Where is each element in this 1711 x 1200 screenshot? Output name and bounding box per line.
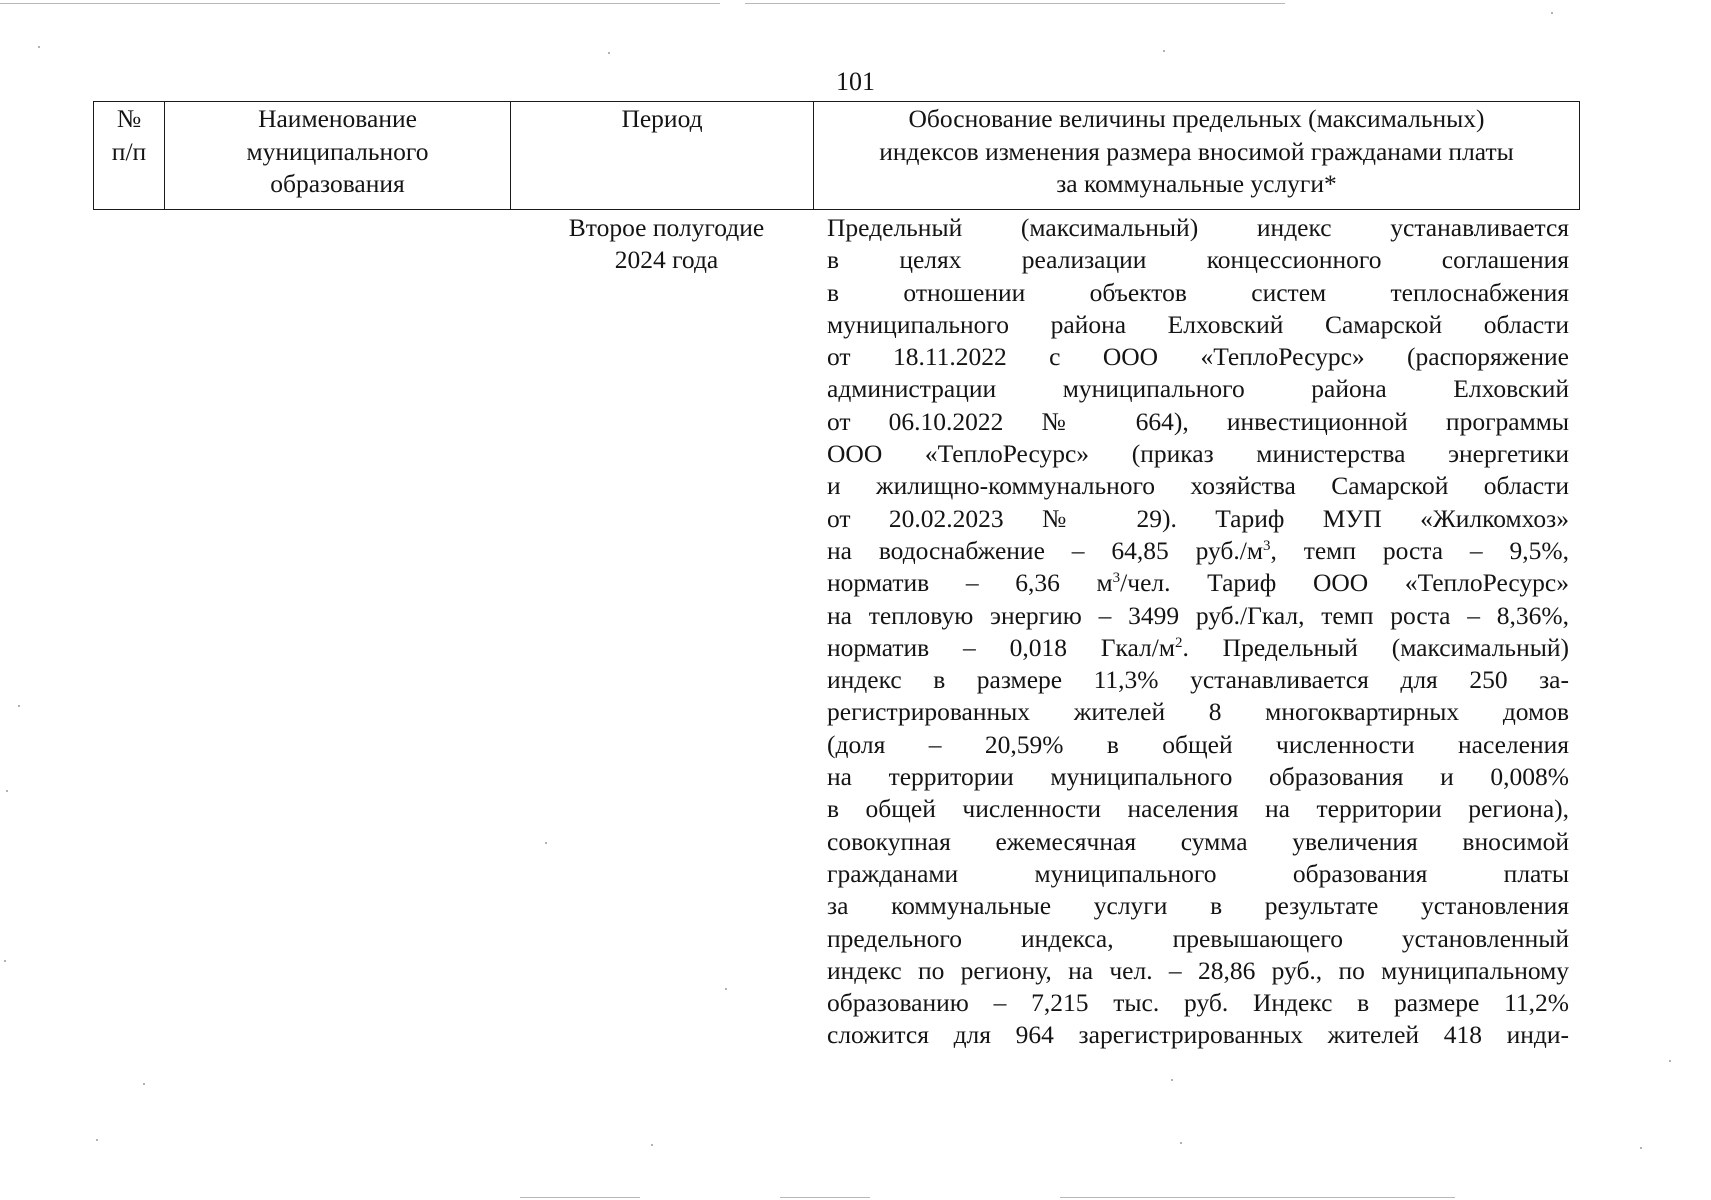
header-line: п/п [111, 136, 147, 166]
justification-line: и жилищно-коммунального хозяйства Самарской области [827, 471, 1569, 501]
justification-line: на тепловую энергию – 3499 руб./Гкал, темп роста – 8,36%, [827, 600, 1569, 630]
justification-line: на водоснабжение – 64,85 $руб./м^3$, темп роста – 9,5%, [827, 535, 1569, 565]
justification-line: муниципального района Елховский Самарской области [827, 309, 1569, 339]
header-cell-municipality [165, 102, 511, 210]
scan-speck [96, 1139, 98, 1141]
scan-speck [1669, 1060, 1671, 1062]
justification-line: в отношении объектов систем теплоснабжения [827, 277, 1569, 307]
header-line: Наименование [258, 104, 417, 133]
row-period [515, 212, 818, 277]
scan-speck [4, 960, 6, 962]
justification-line: регистрированных жителей 8 многоквартирных домов [827, 697, 1569, 727]
scan-edge-line [780, 1197, 870, 1198]
header-line: муниципального [246, 136, 429, 166]
justification-line: норматив – 0,018 Гкал/$м^2$. Предельный (максимальный) [827, 632, 1569, 662]
scan-speck [38, 46, 40, 48]
justification-line: администрации муниципального района Елховский [827, 374, 1569, 404]
scan-speck [545, 842, 547, 844]
justification-line: индекс в размере 11,3% устанавливается для 250 за- [827, 665, 1569, 695]
row-justification-text [827, 212, 1569, 1052]
table-header-row [94, 102, 1580, 210]
scan-speck [1551, 12, 1553, 14]
justification-line: ООО «ТеплоРесурс» (приказ министерства энергетики [827, 439, 1569, 469]
page-number: 101 [836, 67, 875, 96]
scan-edge-line [1060, 1197, 1455, 1198]
scan-speck [6, 790, 8, 792]
scan-speck [1180, 1142, 1182, 1144]
justification-line: в общей численности населения на территории региона), [827, 794, 1569, 824]
scan-speck [651, 1144, 653, 1146]
justification-line: от 20.02.2023 № 29). Тариф МУП «Жилкомхоз» [827, 503, 1569, 533]
scan-speck [143, 1083, 145, 1085]
superscript: 3 [1112, 570, 1121, 587]
header-line: образования [270, 169, 405, 198]
header-line: № [116, 104, 142, 133]
justification-line: от 18.11.2022 с ООО «ТеплоРесурс» (распоряжение [827, 342, 1569, 372]
scan-speck [608, 52, 610, 54]
justification-line: сложится для 964 зарегистрированных жителей 418 инди- [827, 1020, 1569, 1050]
period-line: 2024 года [614, 245, 719, 275]
justification-line: индекс по региону, на чел. – 28,86 руб., по муниципальному [827, 955, 1569, 985]
scan-edge-line [0, 3, 720, 4]
header-line: индексов изменения размера вносимой гражданами платы [879, 136, 1514, 166]
scan-edge-line [520, 1197, 640, 1198]
scan-speck [725, 988, 727, 990]
header-line: за коммунальные услуги* [1056, 169, 1337, 198]
header-cell-number [94, 102, 165, 210]
justification-line: на территории муниципального образования и 0,008% [827, 762, 1569, 792]
header-cell-period [511, 102, 814, 210]
table-header [93, 101, 1580, 210]
justification-line: образованию – 7,215 тыс. руб. Индекс в размере 11,2% [827, 988, 1569, 1018]
superscript: 3 [1262, 537, 1271, 554]
header-line: Обоснование величины предельных (максимальных) [908, 104, 1485, 133]
scan-speck [1171, 1079, 1173, 1081]
justification-line: гражданами муниципального образования платы [827, 858, 1569, 888]
justification-line: Предельный (максимальный) индекс устанавливается [827, 213, 1569, 242]
justification-line: совокупная ежемесячная сумма увеличения вносимой [827, 826, 1569, 856]
justification-line: предельного индекса, превышающего установленный [827, 923, 1569, 953]
period-line: Второе полугодие [568, 213, 765, 242]
superscript: 2 [1175, 634, 1183, 651]
scan-speck [18, 705, 20, 707]
scan-speck [1640, 1147, 1642, 1149]
justification-line: от 06.10.2022 № 664), инвестиционной программы [827, 406, 1569, 436]
justification-line: (доля – 20,59% в общей численности населения [827, 729, 1569, 759]
header-cell-justification [814, 102, 1580, 210]
header-line: Период [621, 104, 703, 133]
justification-line: за коммунальные услуги в результате установления [827, 891, 1569, 921]
justification-line: в целях реализации концессионного соглашения [827, 245, 1569, 275]
scan-speck [1163, 50, 1165, 52]
justification-line: норматив – 6,36 $м^3$/чел. Тариф ООО «ТеплоРесурс» [827, 568, 1569, 598]
scan-edge-line [745, 3, 1285, 4]
